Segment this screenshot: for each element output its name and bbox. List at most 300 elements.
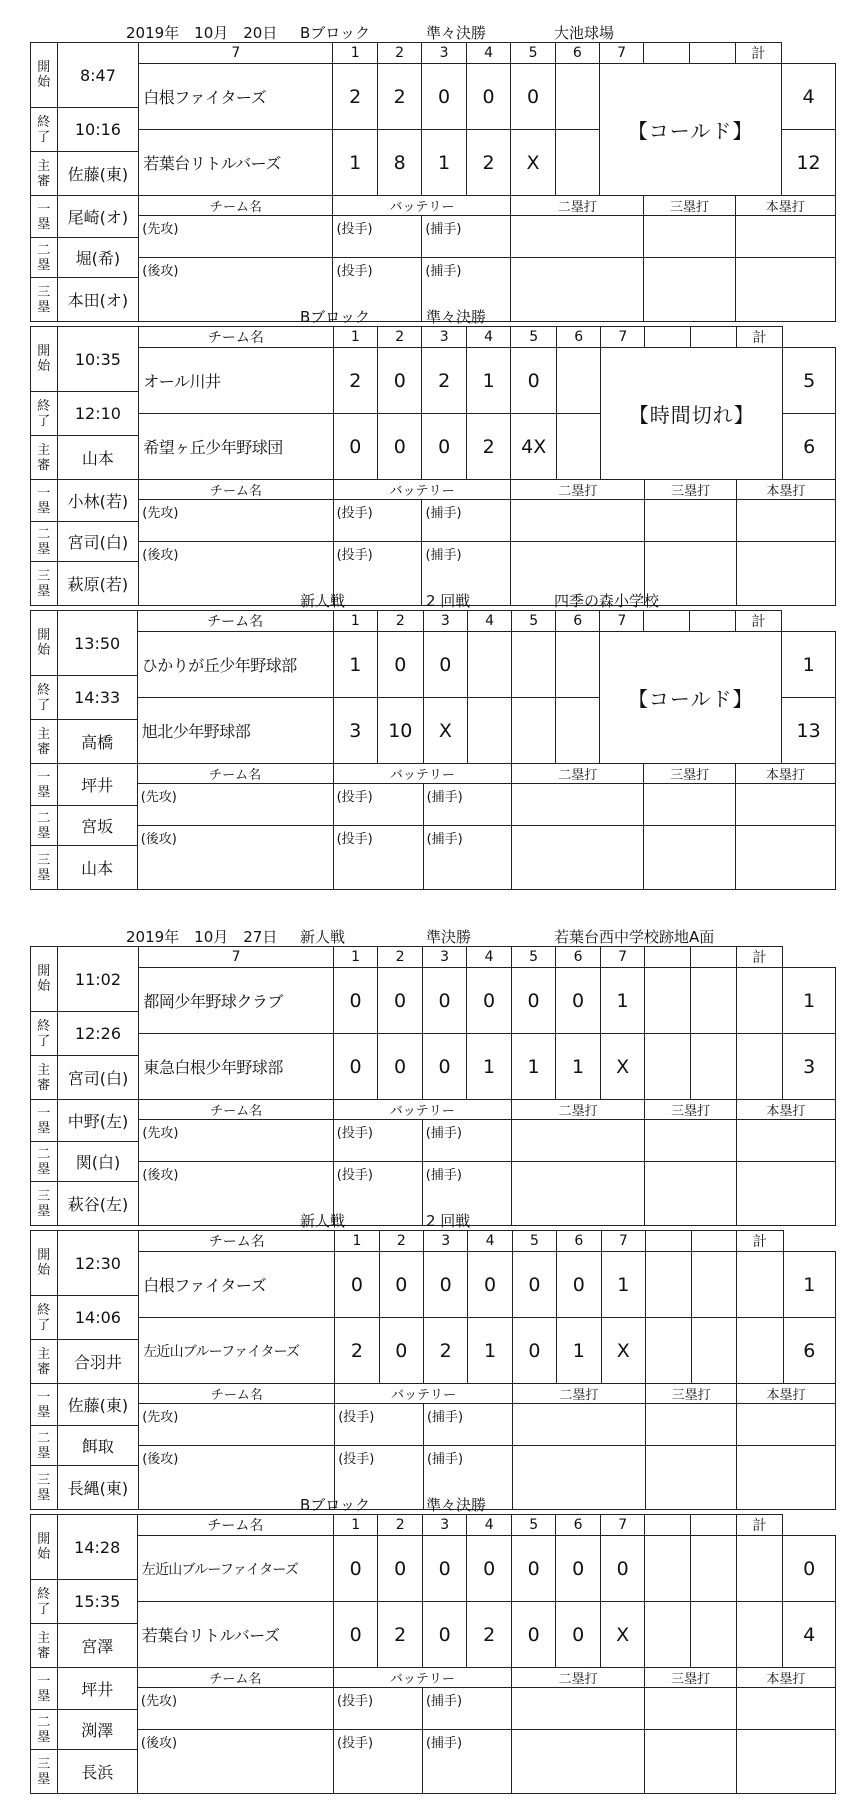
- inning-score: 0: [378, 348, 422, 414]
- start-label-char: 始: [37, 359, 51, 374]
- third-base-umpire-label: [31, 846, 58, 890]
- inning-score: 0: [511, 1602, 555, 1668]
- inning-score: 2: [466, 414, 510, 480]
- chief-umpire-label-char: 審: [37, 457, 51, 473]
- blank-cell: [691, 1602, 737, 1668]
- inning-header: 3: [423, 611, 467, 632]
- team-total: 13: [782, 698, 836, 764]
- blank-cell: [691, 1231, 737, 1252]
- inning-score: 0: [512, 1318, 556, 1384]
- first-base-umpire-label-char: 一: [37, 1389, 51, 1405]
- game-venue: 四季の森小学校: [554, 592, 660, 610]
- start-label: [31, 1231, 58, 1296]
- inning-score: 1: [600, 968, 645, 1034]
- third-base-umpire-label-char: 塁: [37, 1203, 51, 1219]
- triple-header: 三塁打: [645, 1100, 736, 1120]
- team-name-col-header: チーム名: [137, 1668, 333, 1688]
- first-base-umpire-label: [31, 1100, 58, 1142]
- first-base-umpire-label-char: 一: [37, 1673, 51, 1689]
- first-attack-label: (先攻): [139, 216, 333, 258]
- chief-umpire-label-char: 審: [37, 1361, 51, 1377]
- start-label-char: 開: [37, 964, 51, 979]
- inning-score: 1: [557, 1318, 601, 1384]
- double-header: 二塁打: [511, 196, 644, 216]
- blank-cell: [690, 611, 736, 632]
- game-round: 2 回戦: [426, 592, 471, 610]
- start-label-char: 始: [37, 1263, 51, 1278]
- pitcher-label: (投手): [333, 784, 423, 826]
- triple-cell: [645, 500, 736, 542]
- catcher-label: (捕手): [422, 500, 511, 542]
- blank-cell: [646, 1252, 692, 1318]
- first-base-umpire-label-char: 塁: [37, 1688, 51, 1704]
- homerun-cell: [737, 1404, 836, 1446]
- blank-cell: [645, 1515, 691, 1536]
- inning-score: 0: [512, 1252, 556, 1318]
- team-name-header: 7: [139, 947, 333, 968]
- inning-score: 0: [557, 1252, 601, 1318]
- second-attack-label: (後攻): [139, 1162, 333, 1226]
- second-base-umpire-label: [31, 1426, 58, 1466]
- second-base-umpire: 宮坂: [57, 806, 137, 846]
- inning-header: 2: [378, 947, 423, 968]
- end-time: 14:33: [57, 676, 137, 720]
- team-total: 0: [783, 1536, 836, 1602]
- end-label-char: 終: [37, 398, 51, 414]
- inning-score: 0: [378, 968, 423, 1034]
- third-base-umpire-label-char: 塁: [37, 583, 51, 599]
- double-cell: [512, 826, 644, 890]
- inning-score: 0: [511, 64, 556, 130]
- chief-umpire-label: [31, 1624, 58, 1668]
- score-table: [30, 610, 836, 890]
- third-base-umpire: 萩谷(左): [57, 1182, 139, 1226]
- start-label-char: 開: [37, 344, 51, 359]
- second-base-umpire-label: [31, 522, 58, 562]
- game-league: Bブロック: [300, 308, 370, 326]
- second-base-umpire-label-char: 二: [37, 1714, 51, 1730]
- team-name-col-header: チーム名: [139, 1100, 333, 1120]
- inning-score: 0: [422, 1602, 466, 1668]
- game-note: 【コールド】: [600, 632, 782, 764]
- third-base-umpire-label-char: 三: [37, 1472, 51, 1488]
- pitcher-label: (投手): [333, 500, 422, 542]
- triple-cell: [645, 1688, 736, 1730]
- game-league: Bブロック: [300, 1496, 370, 1514]
- inning-header: 5: [512, 1231, 556, 1252]
- inning-score: [557, 348, 601, 414]
- battery-header: バッテリー: [333, 1100, 511, 1120]
- catcher-label: (捕手): [423, 1404, 512, 1446]
- first-base-umpire: 佐藤(東): [57, 1384, 139, 1426]
- inning-header: 7: [600, 947, 645, 968]
- game-venue: 大池球場: [554, 24, 615, 42]
- first-base-umpire-label-char: 塁: [37, 500, 51, 516]
- game-round: 準々決勝: [426, 24, 487, 42]
- game-date: 2019年 10月 27日: [126, 928, 278, 946]
- chief-umpire-label-char: 主: [37, 158, 51, 174]
- inning-score: 0: [511, 968, 556, 1034]
- team-name-header: チーム名: [137, 1515, 333, 1536]
- triple-header: 三塁打: [644, 196, 735, 216]
- inning-header: 7: [601, 327, 645, 348]
- team-name: 都岡少年野球クラブ: [139, 968, 333, 1034]
- team-name: 希望ヶ丘少年野球団: [139, 414, 333, 480]
- second-base-umpire-label-char: 塁: [37, 1161, 51, 1177]
- inning-score: 0: [467, 1536, 511, 1602]
- second-base-umpire-label: [31, 1142, 58, 1182]
- blank-cell: [644, 611, 690, 632]
- homerun-header: 本塁打: [736, 1100, 835, 1120]
- triple-header: 三塁打: [645, 480, 736, 500]
- inning-header: 3: [422, 1515, 466, 1536]
- homerun-header: 本塁打: [736, 1668, 835, 1688]
- blank-cell: [646, 1318, 692, 1384]
- battery-header: バッテリー: [333, 196, 511, 216]
- inning-header: 5: [512, 611, 556, 632]
- chief-umpire: 高橋: [57, 720, 137, 764]
- homerun-cell: [736, 1688, 835, 1730]
- homerun-cell: [736, 1730, 835, 1794]
- catcher-label: (捕手): [422, 1162, 511, 1226]
- end-label: [31, 1296, 58, 1340]
- blank-cell: [737, 1252, 783, 1318]
- homerun-cell: [735, 784, 835, 826]
- battery-header: バッテリー: [333, 480, 511, 500]
- team-name: 白根ファイターズ: [139, 1252, 335, 1318]
- end-time: 15:35: [57, 1580, 137, 1624]
- end-label: [31, 676, 58, 720]
- inning-score: 2: [333, 348, 377, 414]
- total-header: 計: [737, 1231, 783, 1252]
- second-base-umpire-label-char: 二: [37, 810, 51, 826]
- pitcher-label: (投手): [333, 1120, 422, 1162]
- inning-score: 0: [423, 632, 467, 698]
- end-label-char: 了: [37, 1033, 51, 1049]
- first-base-umpire-label: [31, 1668, 58, 1710]
- first-base-umpire: 尾崎(オ): [57, 196, 139, 238]
- team-name-header: チーム名: [139, 327, 333, 348]
- triple-header: 三塁打: [644, 764, 735, 784]
- first-base-umpire-label: [31, 764, 58, 806]
- second-attack-label: (後攻): [137, 1730, 333, 1794]
- blank-cell: [691, 968, 737, 1034]
- inning-header: 6: [556, 611, 600, 632]
- blank-cell: [645, 947, 691, 968]
- inning-score: 0: [422, 414, 466, 480]
- inning-header: 4: [468, 1231, 512, 1252]
- second-base-umpire-label-char: 二: [37, 242, 51, 258]
- game-round: 準々決勝: [426, 308, 487, 326]
- game-note: 【コールド】: [599, 64, 781, 196]
- inning-score: 2: [377, 64, 421, 130]
- first-base-umpire-label: [31, 480, 58, 522]
- inning-header: 7: [600, 611, 644, 632]
- inning-score: 2: [378, 1602, 422, 1668]
- pitcher-label: (投手): [333, 216, 422, 258]
- second-base-umpire: 関(白): [57, 1142, 139, 1182]
- inning-score: 1: [333, 130, 377, 196]
- second-base-umpire: 餌取: [57, 1426, 139, 1466]
- start-label-char: 始: [37, 75, 51, 90]
- blank-cell: [645, 1536, 691, 1602]
- third-base-umpire-label-char: 三: [37, 852, 51, 868]
- second-base-umpire-label: [31, 1710, 58, 1750]
- triple-cell: [645, 1730, 736, 1794]
- team-name: 左近山ブルーファイターズ: [139, 1318, 335, 1384]
- end-label-char: 終: [37, 1018, 51, 1034]
- end-label-char: 了: [37, 413, 51, 429]
- inning-score: [555, 130, 599, 196]
- inning-score: 1: [467, 1034, 512, 1100]
- inning-score: 1: [511, 1034, 556, 1100]
- triple-header: 三塁打: [645, 1668, 736, 1688]
- start-label-char: 始: [37, 643, 51, 658]
- inning-header: 4: [467, 947, 512, 968]
- inning-score: 2: [335, 1318, 379, 1384]
- total-header: 計: [736, 327, 783, 348]
- first-base-umpire-label-char: 一: [37, 1105, 51, 1121]
- inning-score: 0: [333, 1536, 377, 1602]
- double-header: 二塁打: [512, 1384, 645, 1404]
- game-league: 新人戦: [300, 1212, 346, 1230]
- inning-score: 0: [422, 1536, 466, 1602]
- inning-score: 0: [423, 1252, 467, 1318]
- chief-umpire-label-char: 審: [37, 1077, 51, 1093]
- game-header: [30, 588, 836, 610]
- inning-score: X: [600, 1034, 645, 1100]
- inning-score: 10: [377, 698, 423, 764]
- inning-score: 0: [377, 632, 423, 698]
- inning-score: [512, 698, 556, 764]
- start-label: [31, 43, 58, 108]
- inning-score: 0: [378, 414, 422, 480]
- inning-score: 0: [511, 348, 557, 414]
- third-base-umpire-label-char: 塁: [37, 1771, 51, 1787]
- inning-score: 3: [333, 698, 377, 764]
- chief-umpire: 山本: [57, 436, 139, 480]
- inning-score: [557, 414, 601, 480]
- inning-score: 1: [556, 1034, 601, 1100]
- first-base-umpire: 坪井: [57, 1668, 137, 1710]
- battery-header: バッテリー: [333, 1668, 511, 1688]
- first-attack-label: (先攻): [137, 784, 333, 826]
- inning-header: 2: [379, 1231, 423, 1252]
- start-label-char: 開: [37, 1248, 51, 1263]
- end-label: [31, 108, 58, 152]
- inning-score: [468, 698, 512, 764]
- inning-score: [512, 632, 556, 698]
- triple-cell: [645, 1120, 736, 1162]
- double-cell: [512, 784, 644, 826]
- inning-header: 3: [423, 1231, 467, 1252]
- first-base-umpire-label-char: 一: [37, 201, 51, 217]
- score-table: [30, 42, 836, 322]
- start-label-char: 開: [37, 60, 51, 75]
- team-total: 3: [783, 1034, 836, 1100]
- double-cell: [511, 1730, 645, 1794]
- end-label-char: 了: [37, 129, 51, 145]
- pitcher-label: (投手): [333, 1688, 422, 1730]
- team-name: 東急白根少年野球部: [139, 1034, 333, 1100]
- first-base-umpire-label-char: 塁: [37, 784, 51, 800]
- blank-cell: [689, 43, 735, 64]
- pitcher-label: (投手): [333, 1162, 422, 1226]
- end-label: [31, 392, 58, 436]
- first-base-umpire-label-char: 塁: [37, 1120, 51, 1136]
- inning-header: 1: [333, 1515, 377, 1536]
- game-header: [30, 924, 836, 946]
- inning-score: 0: [422, 64, 466, 130]
- homerun-header: 本塁打: [737, 1384, 836, 1404]
- first-base-umpire-label-char: 塁: [37, 216, 51, 232]
- second-base-umpire-label-char: 塁: [37, 825, 51, 841]
- game-round: 2 回戦: [426, 1212, 471, 1230]
- inning-score: 4X: [511, 414, 557, 480]
- inning-header: 6: [555, 43, 599, 64]
- score-table: [30, 946, 836, 1226]
- team-name-header: 7: [139, 43, 333, 64]
- inning-header: 1: [333, 43, 377, 64]
- team-name-col-header: チーム名: [137, 764, 333, 784]
- second-base-umpire-label-char: 二: [37, 1430, 51, 1446]
- first-base-umpire: 坪井: [57, 764, 137, 806]
- chief-umpire: 合羽井: [57, 1340, 139, 1384]
- catcher-label: (捕手): [422, 1688, 511, 1730]
- blank-cell: [644, 43, 690, 64]
- score-table: [30, 1514, 836, 1794]
- score-table: [30, 1230, 836, 1510]
- first-base-umpire-label: [31, 196, 58, 238]
- chief-umpire-label: [31, 1340, 58, 1384]
- second-attack-label: (後攻): [139, 258, 333, 322]
- catcher-label: (捕手): [422, 542, 511, 606]
- start-label: [31, 1515, 58, 1580]
- second-attack-label: (後攻): [139, 542, 333, 606]
- inning-header: 5: [511, 1515, 555, 1536]
- start-time: 8:47: [57, 43, 139, 108]
- third-base-umpire: 長浜: [57, 1750, 137, 1794]
- game-round: 準々決勝: [426, 1496, 487, 1514]
- end-time: 12:10: [57, 392, 139, 436]
- chief-umpire-label-char: 審: [37, 1645, 51, 1661]
- chief-umpire-label-char: 主: [37, 1346, 51, 1362]
- homerun-cell: [735, 216, 835, 258]
- homerun-header: 本塁打: [736, 480, 835, 500]
- inning-score: 0: [333, 1034, 378, 1100]
- second-base-umpire: 堀(希): [57, 238, 139, 278]
- pitcher-label: (投手): [333, 1730, 422, 1794]
- team-name-header: チーム名: [137, 611, 333, 632]
- team-total: 6: [783, 414, 836, 480]
- inning-score: 0: [378, 1536, 422, 1602]
- inning-score: 0: [422, 1034, 467, 1100]
- catcher-label: (捕手): [422, 258, 511, 322]
- catcher-label: (捕手): [423, 1446, 512, 1510]
- total-header: 計: [735, 43, 782, 64]
- inning-score: 8: [377, 130, 421, 196]
- inning-score: 0: [600, 1536, 645, 1602]
- team-total: 1: [783, 1252, 836, 1318]
- first-base-umpire: 中野(左): [57, 1100, 139, 1142]
- inning-score: 0: [467, 968, 512, 1034]
- inning-score: 0: [511, 1536, 555, 1602]
- homerun-cell: [736, 500, 835, 542]
- third-base-umpire-label-char: 三: [37, 568, 51, 584]
- team-total: 12: [782, 130, 836, 196]
- catcher-label: (捕手): [422, 1730, 511, 1794]
- inning-score: 2: [466, 130, 510, 196]
- inning-score: 1: [601, 1252, 645, 1318]
- inning-score: 0: [378, 1034, 423, 1100]
- first-attack-label: (先攻): [137, 1688, 333, 1730]
- chief-umpire-label: [31, 720, 58, 764]
- end-label-char: 終: [37, 1302, 51, 1318]
- second-base-umpire-label-char: 塁: [37, 1729, 51, 1745]
- team-name: オール川井: [139, 348, 333, 414]
- third-base-umpire: 長縄(東): [57, 1466, 139, 1510]
- blank-cell: [645, 1034, 691, 1100]
- inning-score: 1: [333, 632, 377, 698]
- blank-cell: [736, 968, 783, 1034]
- inning-score: 1: [468, 1318, 512, 1384]
- total-header: 計: [736, 1515, 782, 1536]
- blank-cell: [646, 1231, 692, 1252]
- inning-header: 5: [511, 43, 556, 64]
- first-base-umpire-label-char: 一: [37, 485, 51, 501]
- inning-score: 2: [333, 64, 377, 130]
- inning-score: 1: [422, 130, 466, 196]
- inning-header: 7: [601, 1231, 645, 1252]
- inning-score: 0: [422, 968, 467, 1034]
- start-time: 12:30: [57, 1231, 139, 1296]
- inning-header: 4: [466, 43, 510, 64]
- inning-score: 2: [422, 348, 466, 414]
- team-total: 6: [783, 1318, 836, 1384]
- game-venue: 若葉台西中学校跡地A面: [554, 928, 715, 946]
- start-time: 13:50: [57, 611, 137, 676]
- triple-header: 三塁打: [646, 1384, 737, 1404]
- team-name-header: チーム名: [139, 1231, 335, 1252]
- inning-header: 4: [466, 327, 510, 348]
- team-name: 若葉台リトルバーズ: [139, 130, 333, 196]
- blank-cell: [645, 968, 691, 1034]
- inning-header: 2: [377, 43, 421, 64]
- team-total: 4: [783, 1602, 836, 1668]
- blank-cell: [736, 1536, 782, 1602]
- inning-header: 1: [335, 1231, 379, 1252]
- third-base-umpire-label: [31, 1750, 58, 1794]
- start-label: [31, 611, 58, 676]
- team-name-col-header: チーム名: [139, 1384, 335, 1404]
- double-cell: [511, 500, 645, 542]
- blank-cell: [691, 1252, 737, 1318]
- start-time: 11:02: [57, 947, 139, 1012]
- catcher-label: (捕手): [422, 216, 511, 258]
- third-base-umpire-label-char: 塁: [37, 1487, 51, 1503]
- team-total: 1: [782, 632, 836, 698]
- second-base-umpire-label-char: 塁: [37, 541, 51, 557]
- start-label-char: 開: [37, 1532, 51, 1547]
- inning-header: 1: [333, 947, 378, 968]
- third-base-umpire: 山本: [57, 846, 137, 890]
- triple-cell: [644, 784, 735, 826]
- inning-score: [468, 632, 512, 698]
- homerun-cell: [735, 826, 835, 890]
- score-table: [30, 326, 836, 606]
- first-base-umpire-label-char: 一: [37, 769, 51, 785]
- inning-score: 0: [556, 1536, 600, 1602]
